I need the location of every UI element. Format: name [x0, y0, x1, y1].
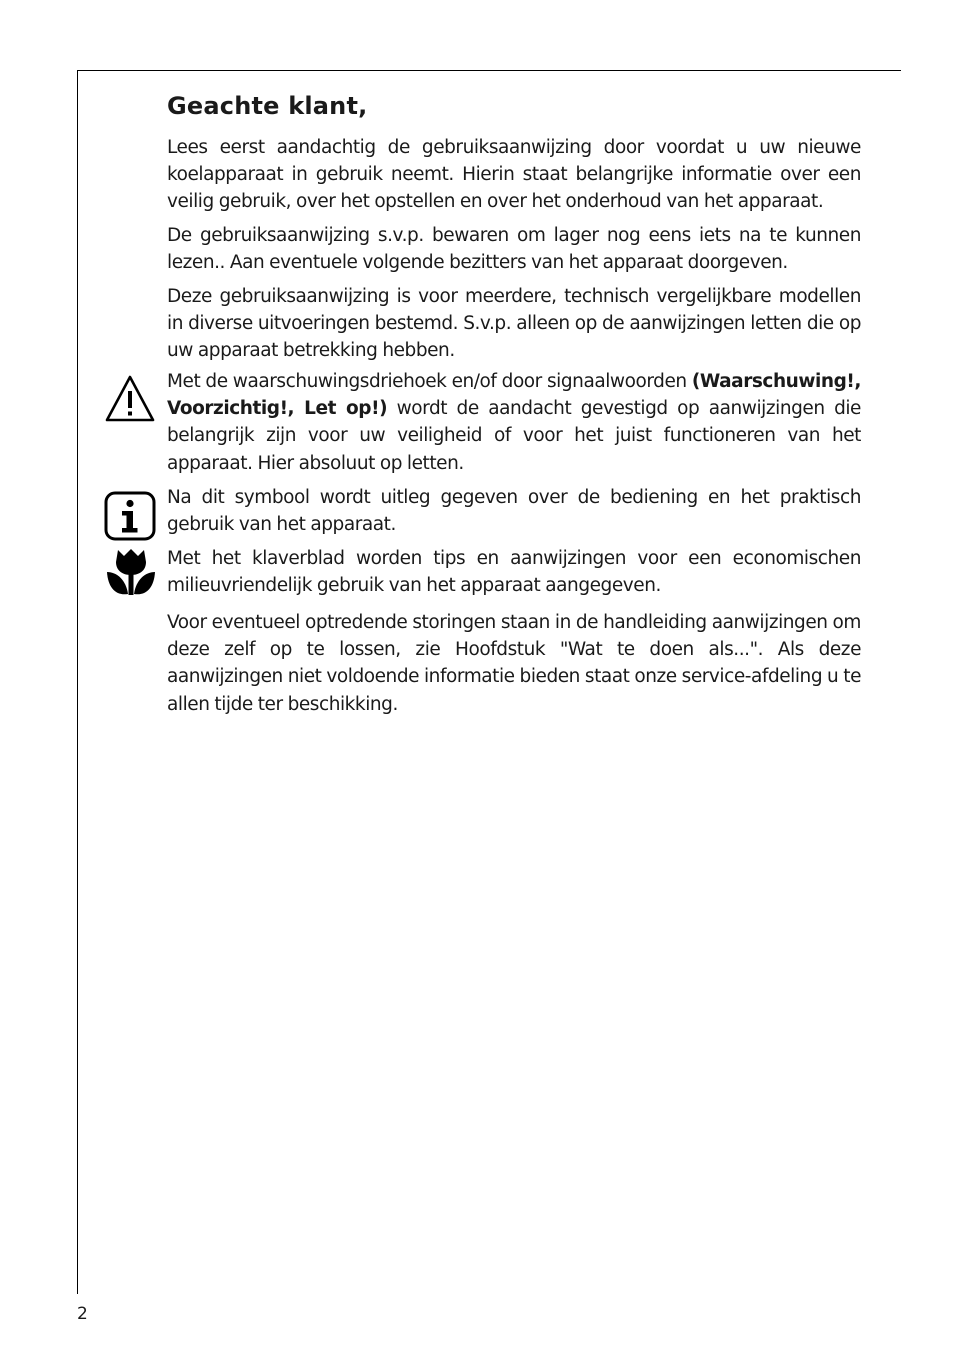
info-paragraph: Na dit symbool wordt uitleg gegeven over de bediening en het praktisch gebruik van het apparaat. — [167, 487, 861, 536]
signal-words: (Waarschuwing!, Voorzichtig!, Let op!) — [167, 371, 861, 420]
eco-paragraph: Met het klaverblad worden tips en aanwijzingen voor een economischen milieuvriendelijk gebruik van het apparaat aangegeven. — [167, 548, 861, 597]
page-title: Geachte klant, — [167, 92, 368, 120]
left-rule — [77, 70, 78, 1294]
intro-paragraph: Lees eerst aandachtig de gebruiksaanwijzing door voordat u uw nieuwe koelapparaat in gebruik neemt. Hierin staat belangrijke informatie over een veilig gebruik, over het opstellen en over het onderhoud van het apparaat. — [167, 137, 861, 213]
page-number: 2 — [77, 1304, 88, 1324]
info-icon — [103, 489, 157, 543]
top-rule — [77, 70, 901, 71]
warning-paragraph: Met de waarschuwingsdriehoek en/of door signaalwoorden (Waarschuwing!, Voorzichtig!, Let op!) wordt de aandacht gevestigd op aanwijzingen die belangrijk zijn voor uw veiligheid of voor het juist functioneren van het apparaat. Hier absoluut op letten. — [167, 371, 861, 474]
storage-paragraph: De gebruiksaanwijzing s.v.p. bewaren om lager nog eens iets na te kunnen lezen.. Aan eventuele volgende bezitters van het apparaat doorgeven. — [167, 225, 861, 274]
warning-triangle-icon — [104, 373, 156, 425]
clover-leaf-icon — [104, 546, 158, 598]
models-paragraph: Deze gebruiksaanwijzing is voor meerdere, technisch vergelijkbare modellen in diverse uitvoeringen bestemd. S.v.p. alleen op de aanwijzingen letten die op uw apparaat betrekking hebben. — [167, 286, 861, 362]
troubleshooting-paragraph: Voor eventueel optredende storingen staan in de handleiding aanwijzingen om deze zelf op te lossen, zie Hoofdstuk "Wat te doen als...". Als deze aanwijzingen niet voldoende informatie bieden staat onze service-afdeling u te allen tijde ter beschikking. — [167, 612, 861, 715]
